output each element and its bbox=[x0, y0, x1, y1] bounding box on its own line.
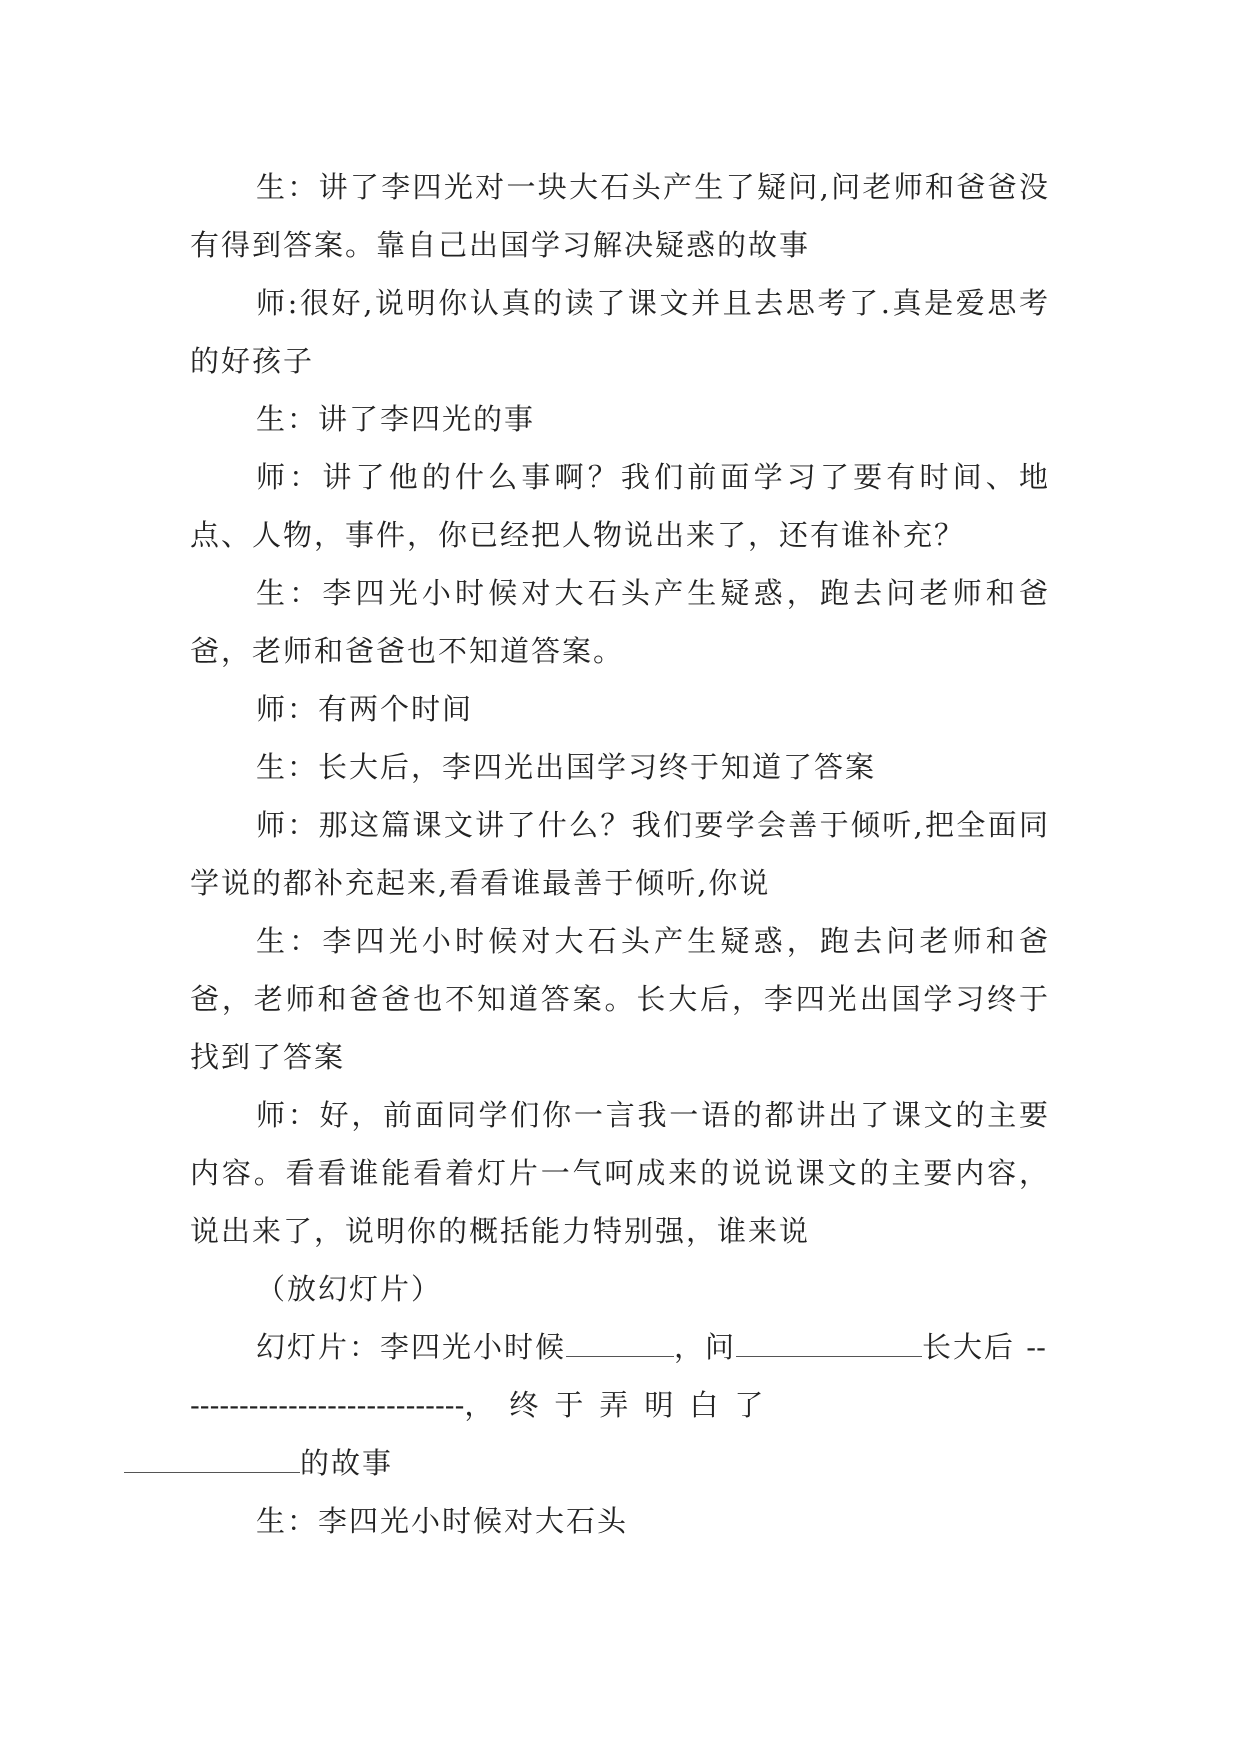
slide-fill-text-4: ，终于弄明白了 bbox=[464, 1388, 780, 1422]
paragraph: 师：那这篇课文讲了什么？我们要学会善于倾听,把全面同学说的都补充起来,看看谁最善于倾听,你说 bbox=[190, 808, 1050, 900]
fill-blank-3 bbox=[124, 1438, 300, 1473]
fill-blank-2 bbox=[736, 1322, 922, 1357]
paragraph: 师：讲了他的什么事啊？我们前面学习了要有时间、地点、人物，事件，你已经把人物说出来了，还有谁补充？ bbox=[190, 460, 1050, 552]
paragraph: 生：李四光小时候对大石头 bbox=[256, 1504, 629, 1538]
paragraph: 生：长大后，李四光出国学习终于知道了答案 bbox=[256, 750, 877, 784]
paragraph: 师：有两个时间 bbox=[256, 692, 474, 726]
fill-dash-blank: ------------------------------ bbox=[190, 1330, 1046, 1422]
paragraph: 师:很好,说明你认真的读了课文并且去思考了.真是爱思考的好孩子 bbox=[190, 286, 1050, 378]
slide-fill-text-3: 长大后 bbox=[922, 1330, 1016, 1364]
document-body bbox=[190, 158, 1050, 1550]
slide-fill-in-paragraph bbox=[190, 1318, 1050, 1492]
paragraph: 生：讲了李四光的事 bbox=[256, 402, 536, 436]
fill-blank-1 bbox=[566, 1322, 674, 1357]
paragraph: 生：讲了李四光对一块大石头产生了疑问,问老师和爸爸没有得到答案。靠自己出国学习解决疑惑的故事 bbox=[190, 170, 1050, 262]
slide-note: （放幻灯片） bbox=[256, 1272, 443, 1306]
slide-fill-text-5: 的故事 bbox=[300, 1446, 394, 1480]
paragraph: 生：李四光小时候对大石头产生疑惑，跑去问老师和爸爸，老师和爸爸也不知道答案。 bbox=[190, 576, 1050, 668]
paragraph: 生：李四光小时候对大石头产生疑惑，跑去问老师和爸爸，老师和爸爸也不知道答案。长大后，李四光出国学习终于找到了答案 bbox=[190, 924, 1050, 1074]
slide-fill-text-2: ，问 bbox=[674, 1330, 737, 1364]
slide-fill-text-1: 幻灯片：李四光小时候 bbox=[256, 1330, 567, 1364]
paragraph: 师：好，前面同学们你一言我一语的都讲出了课文的主要内容。看看谁能看着灯片一气呵成来的说说课文的主要内容，说出来了，说明你的概括能力特别强，谁来说 bbox=[190, 1098, 1050, 1248]
